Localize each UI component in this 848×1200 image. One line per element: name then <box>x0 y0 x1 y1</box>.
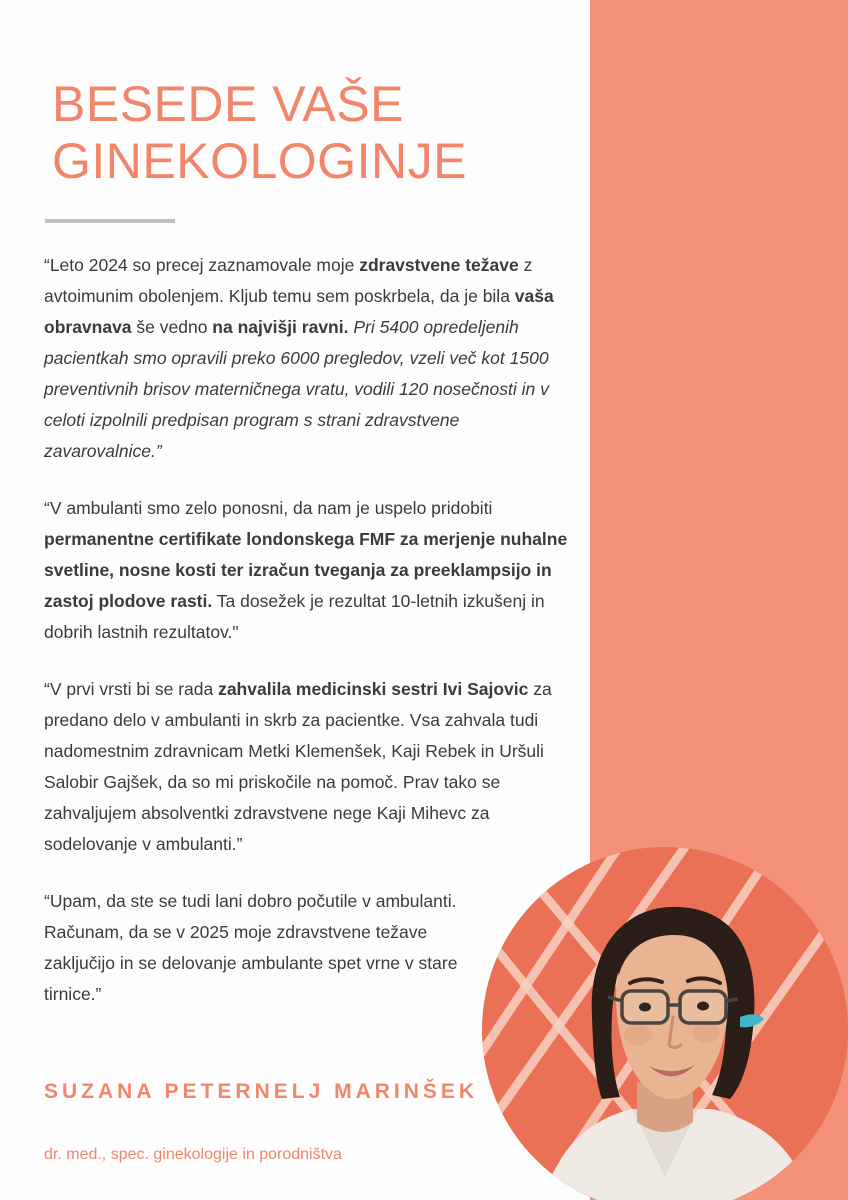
paragraph-1 <box>44 250 574 467</box>
paragraph-2 <box>44 493 574 648</box>
paragraph-3 <box>44 674 574 860</box>
portrait-photo <box>482 847 848 1200</box>
p3-part-a: “V prvi vrsti bi se rada <box>44 679 219 699</box>
p1-part-e: še vedno <box>131 317 213 337</box>
portrait-person <box>482 847 848 1200</box>
p1-part-a: “Leto 2024 so precej zaznamovale moje <box>44 255 360 275</box>
p3-part-c: za predano delo v ambulanti in skrb za pacientke. Vsa zahvala tudi nadomestnim zdravnicam Metki Klemenšek, Kaji Rebek in Uršuli Salobir Gajšek, da so mi priskočile na pomoč. Prav tako se zahvaljujem absolventki zdravstvene nege Kaji Mihevc za sodelovanje v ambulanti.” <box>44 679 552 854</box>
p1-part-b: zdravstvene težave <box>359 255 519 275</box>
p1-part-c: z avtoimunim obolenjem. Kljub temu sem poskrbela, da je bila <box>44 255 533 306</box>
signature-name: SUZANA PETERNELJ MARINŠEK <box>44 1080 479 1103</box>
p1-part-d: vaša obravnava <box>44 286 554 337</box>
title-divider <box>45 219 175 223</box>
signature-role: dr. med., spec. ginekologije in porodništva <box>44 1146 342 1163</box>
p3-part-b: zahvalila medicinski sestri Ivi Sajovic <box>218 679 529 699</box>
p1-part-g: Pri 5400 opredeljenih pacientkah smo opravili preko 6000 pregledov, vzeli več kot 1500 preventivnih brisov materničnega vratu, vodili 120 nosečnosti in v celoti izpolnili predpisan program s strani zdravstvene zavarovalnice.” <box>44 317 549 461</box>
p2-part-c: Ta dosežek je rezultat 10-letnih izkušenj in dobrih lastnih rezultatov." <box>44 591 545 642</box>
p2-part-a: “V ambulanti smo zelo ponosni, da nam je uspelo pridobiti <box>44 498 493 518</box>
paragraph-4: “Upam, da ste se tudi lani dobro počutile v ambulanti. Računam, da se v 2025 moje zdravstvene težave zaključijo in se delovanje ambulante spet vrne v stare tirnice.” <box>44 891 458 1004</box>
page-title: BESEDE VAŠE GINEKOLOGINJE <box>52 75 467 189</box>
p2-part-b: permanentne certifikate londonskega FMF za merjenje nuhalne svetline, nosne kosti ter izračun tveganja za preeklampsijo in zastoj plodove rasti. <box>44 529 568 611</box>
p1-part-f: na najvišji ravni. <box>212 317 349 337</box>
